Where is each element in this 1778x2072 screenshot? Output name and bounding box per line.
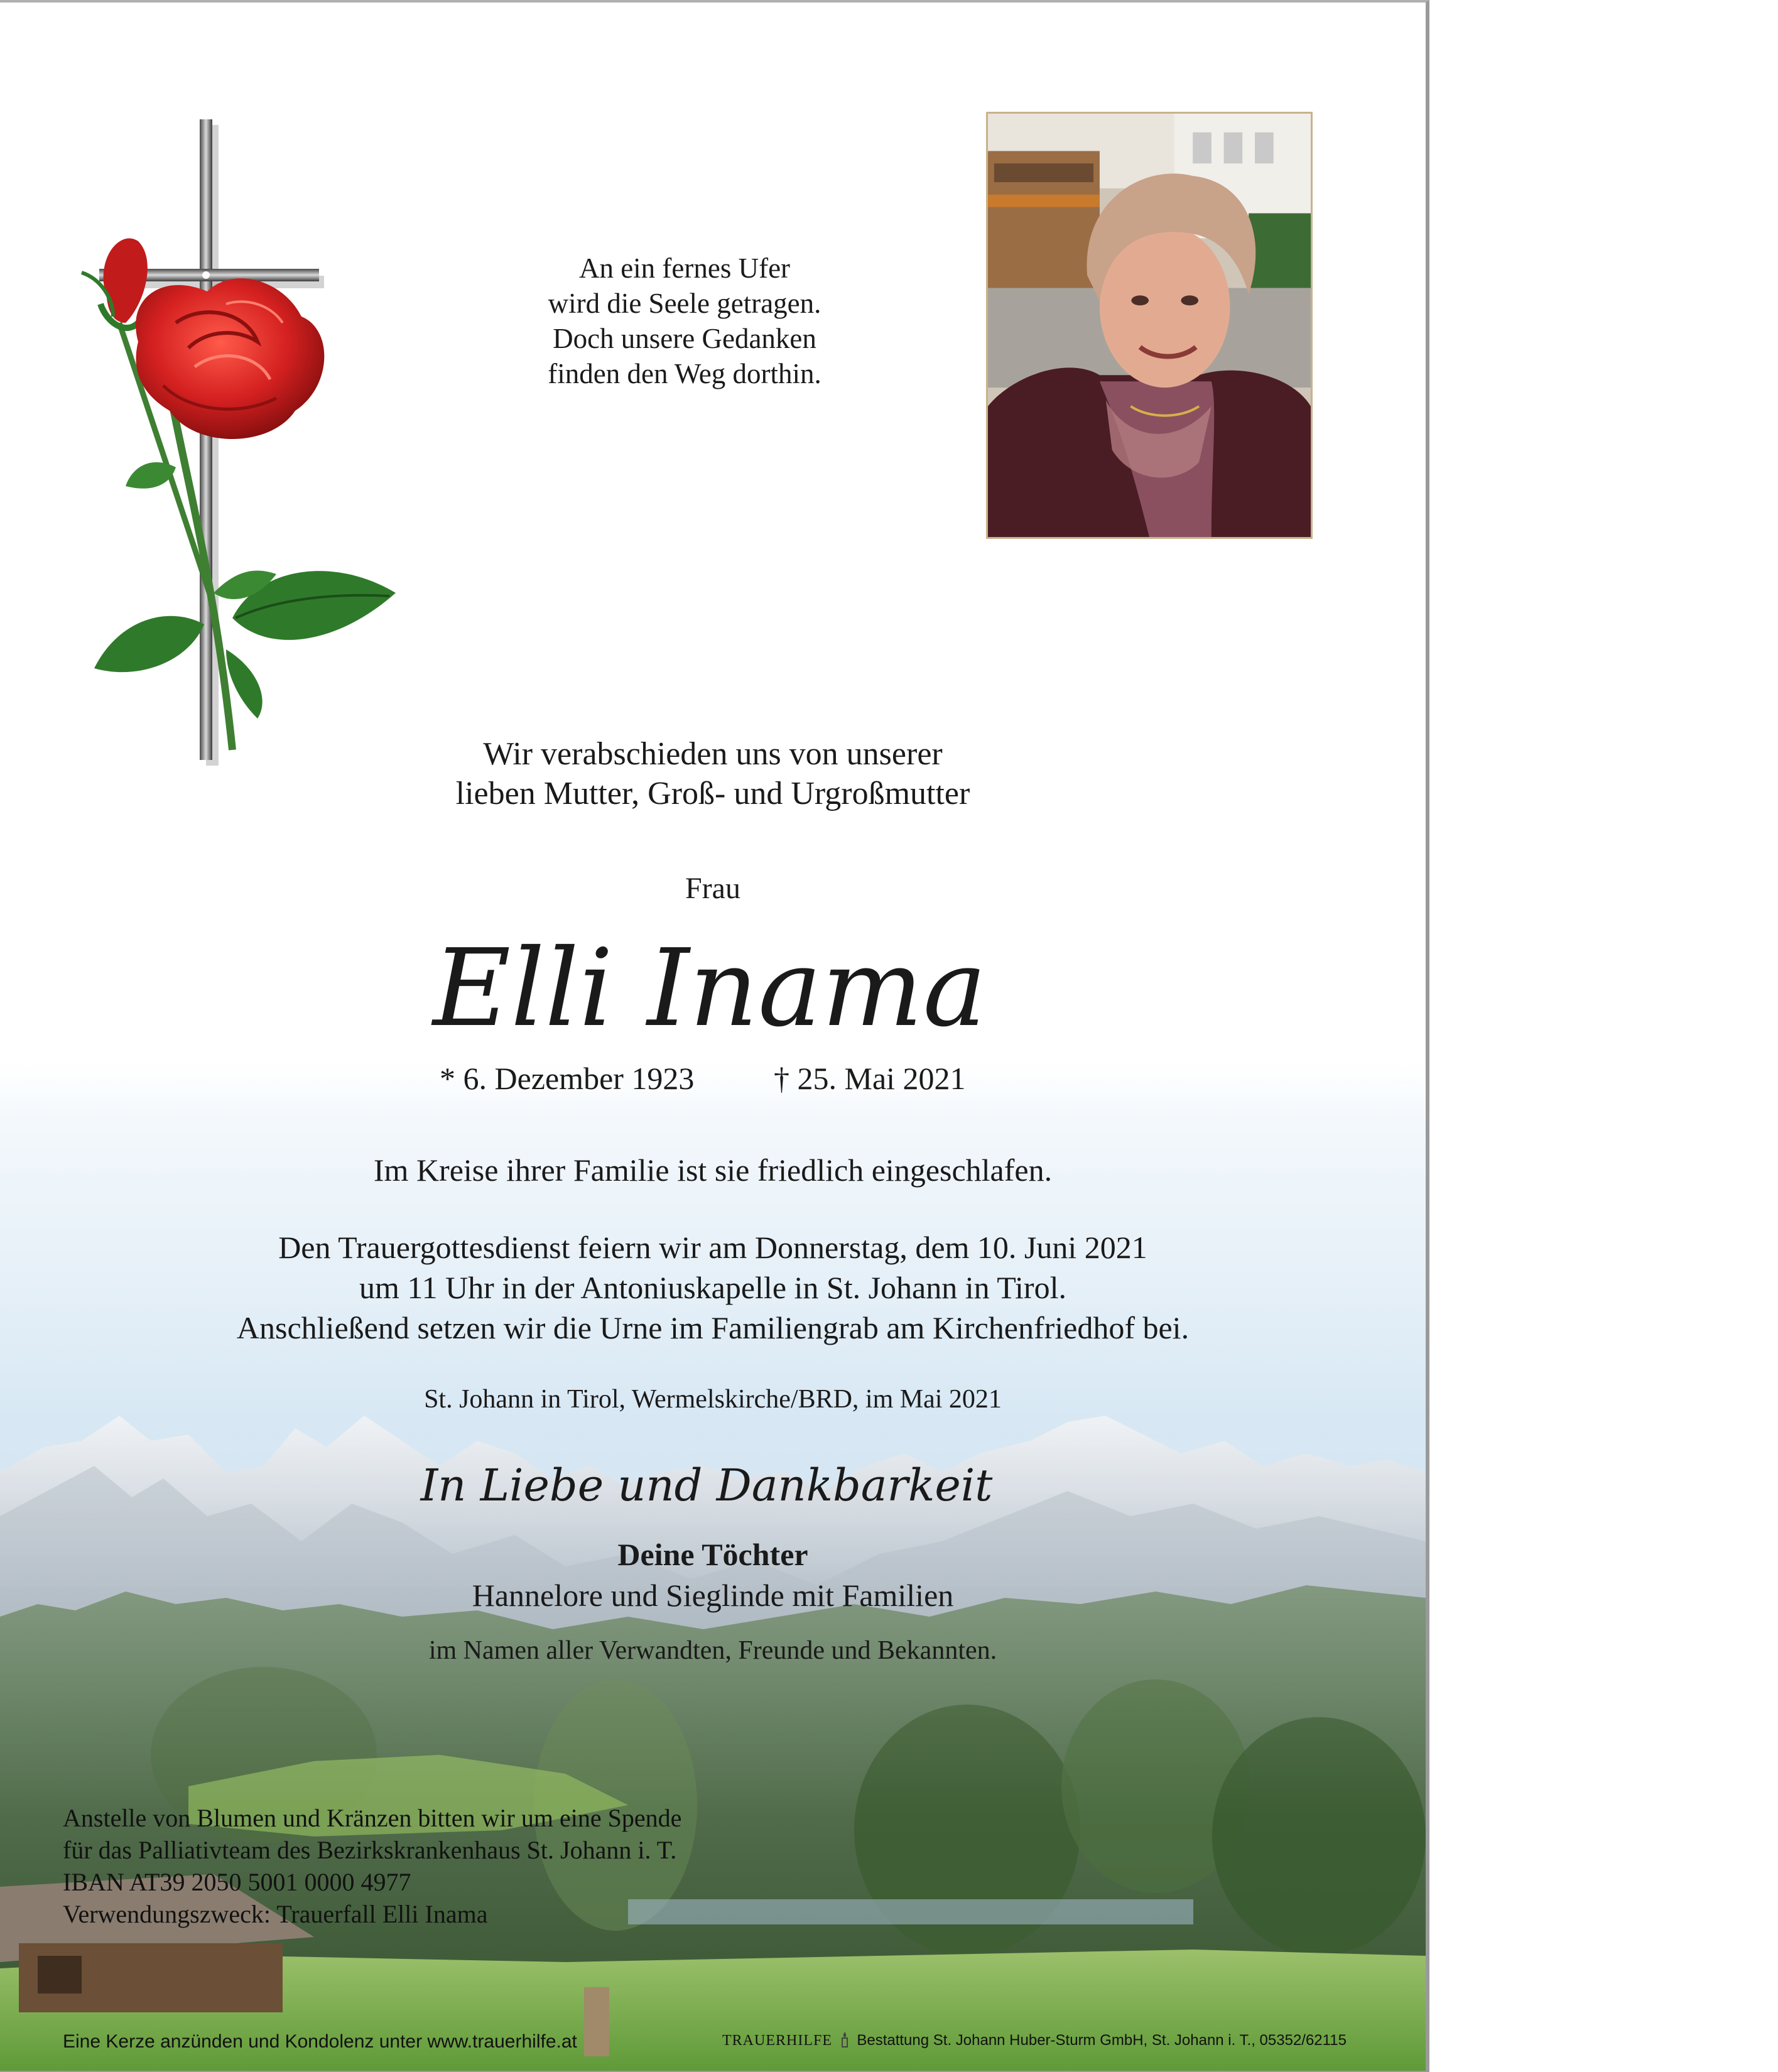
candle-icon — [840, 2031, 849, 2048]
donation-line: für das Palliativteam des Bezirkskrankenhaus St. Johann i. T. — [63, 1836, 677, 1864]
poem-line: wird die Seele getragen. — [548, 288, 821, 319]
service-line: Anschließend setzen wir die Urne im Familiengrab am Kirchenfriedhof bei. — [236, 1310, 1190, 1345]
footer-brand: TRAUERHILFE — [722, 2032, 832, 2049]
donation-text — [63, 1802, 681, 1930]
donation-line: IBAN AT39 2050 5001 0000 4977 — [63, 1868, 411, 1896]
poem-line: finden den Weg dorthin. — [548, 358, 821, 389]
cross-rose-image — [69, 116, 421, 769]
intro-text — [0, 734, 1426, 813]
deceased-name: Elli Inama — [433, 926, 987, 1051]
closing-script: In Liebe und Dankbarkeit — [420, 1460, 993, 1511]
footer-condolence-link[interactable]: Eine Kerze anzünden und Kondolenz unter www.trauerhilfe.at — [63, 2031, 577, 2052]
place-date: St. Johann in Tirol, Wermelskirche/BRD, im Mai 2021 — [424, 1385, 1002, 1414]
service-line: um 11 Uhr in der Antoniuskapelle in St. Johann in Tirol. — [359, 1270, 1066, 1305]
death-date: † 25. Mai 2021 — [774, 1061, 966, 1096]
salutation — [0, 871, 1426, 906]
poem-line: An ein fernes Ufer — [578, 252, 791, 284]
birth-date: * 6. Dezember 1923 — [440, 1061, 695, 1096]
mourners-title: Deine Töchter — [617, 1537, 808, 1572]
mourners-names: Hannelore und Sieglinde mit Familien — [472, 1578, 954, 1613]
passing-text: Im Kreise ihrer Familie ist sie friedlich eingeschlafen. — [373, 1153, 1053, 1188]
donation-line: Anstelle von Blumen und Kränzen bitten wir um eine Spende — [63, 1804, 682, 1832]
service-text — [0, 1227, 1426, 1348]
poem-line: Doch unsere Gedanken — [553, 323, 816, 354]
donation-line: Verwendungszweck: Trauerfall Elli Inama — [63, 1900, 488, 1928]
footer-undertaker — [722, 2031, 1347, 2049]
mourners-others: im Namen aller Verwandten, Freunde und Bekannten. — [428, 1636, 997, 1665]
service-line: Den Trauergottesdienst feiern wir am Donnerstag, dem 10. Juni 2021 — [278, 1230, 1147, 1265]
salutation-text: Frau — [685, 872, 740, 905]
portrait-image — [988, 114, 1311, 537]
intro-line: Wir verabschieden uns von unserer — [483, 736, 943, 772]
footer-undertaker-text: Bestattung St. Johann Huber-Sturm GmbH, St. Johann i. T., 05352/62115 — [857, 2032, 1347, 2049]
portrait-photo — [986, 112, 1313, 539]
intro-line: lieben Mutter, Groß- und Urgroßmutter — [455, 776, 970, 811]
poem — [515, 251, 854, 391]
